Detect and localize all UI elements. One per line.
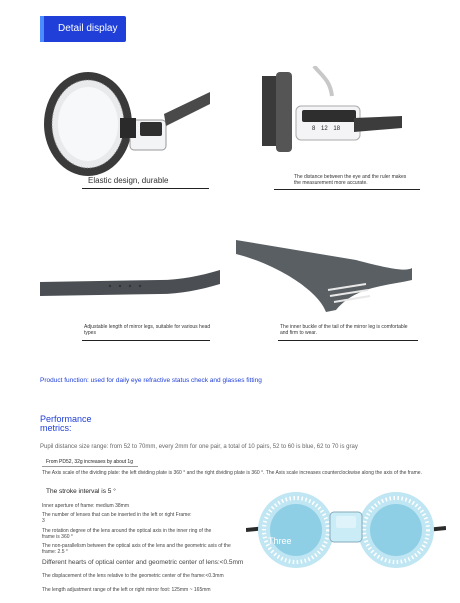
spec-nonparallel: The non-parallelism between the optical axis of the lens and the geometric axis of the frame: 2.5 °	[42, 543, 231, 555]
ruler-number-12: 12	[321, 126, 328, 132]
elastic-frame-image	[40, 62, 210, 192]
ruler-numbers	[312, 126, 340, 132]
adjustable-leg-image	[40, 262, 220, 312]
spec-aperture: Inner aperture of frame: medium 38mm	[42, 503, 129, 509]
adjustable-caption: Adjustable length of mirror legs, suitable for various head types	[84, 324, 211, 336]
trial-frame-image	[246, 490, 446, 570]
elastic-caption: Elastic design, durable	[88, 176, 169, 185]
buckle-caption: The inner buckle of the tail of the mirror leg is comfortable and firm to wear.	[280, 324, 408, 336]
ruler-frame-image	[262, 66, 422, 166]
distance-caption: The distance between the eye and the ruler makes the measurement more accurate.	[294, 174, 407, 186]
distance-caption-rule	[274, 189, 420, 190]
spec-lenses: The number of lenses that can be inserted in the left or right Frame: 3	[42, 512, 192, 524]
spec-pupil: Pupil distance size range: from 52 to 70mm, every 2mm for one pair, a total of 10 pairs, 52 to 60 is blue, 62 to 70 is gray	[40, 444, 358, 450]
spec-axis: The Axis scale of the dividing plate: the left dividing plate is 360 ° and the right dividing plate is 360 °. The Axis scale increases counterclockwise along the axis of the frame.	[42, 470, 422, 476]
spec-displacement: The displacement of the lens relative to the geometric center of the frame:<0.3mm	[42, 573, 224, 579]
spec-stroke: The stroke interval is 5 °	[46, 488, 116, 495]
performance-heading: Performance metrics:	[40, 414, 92, 433]
spec-pd52: From PD52, 32g increases by about 1g	[46, 459, 133, 465]
spec-rotation: The rotation degree of the lens around the optical axis in the inner ring of the frame is 360 °	[42, 528, 212, 540]
buckle-caption-rule	[278, 340, 418, 341]
spec-length: The length adjustment range of the left or right mirror foot: 125mm ~ 165mm	[42, 587, 211, 593]
frame-label: Three	[268, 536, 292, 546]
adjustable-caption-rule	[82, 340, 210, 341]
ruler-number-8: 8	[312, 126, 316, 132]
buckle-leg-image	[236, 240, 416, 320]
elastic-caption-rule	[82, 188, 209, 189]
pd52-rule	[42, 466, 138, 467]
ruler-number-18: 18	[333, 126, 341, 132]
spec-hearts: Different hearts of optical center and geometric center of lens:<0.5mm	[42, 559, 244, 566]
product-function: Product function: used for daily eye refractive status check and glasses fitting	[40, 377, 262, 384]
detail-display-tab: Detail display	[40, 16, 126, 42]
